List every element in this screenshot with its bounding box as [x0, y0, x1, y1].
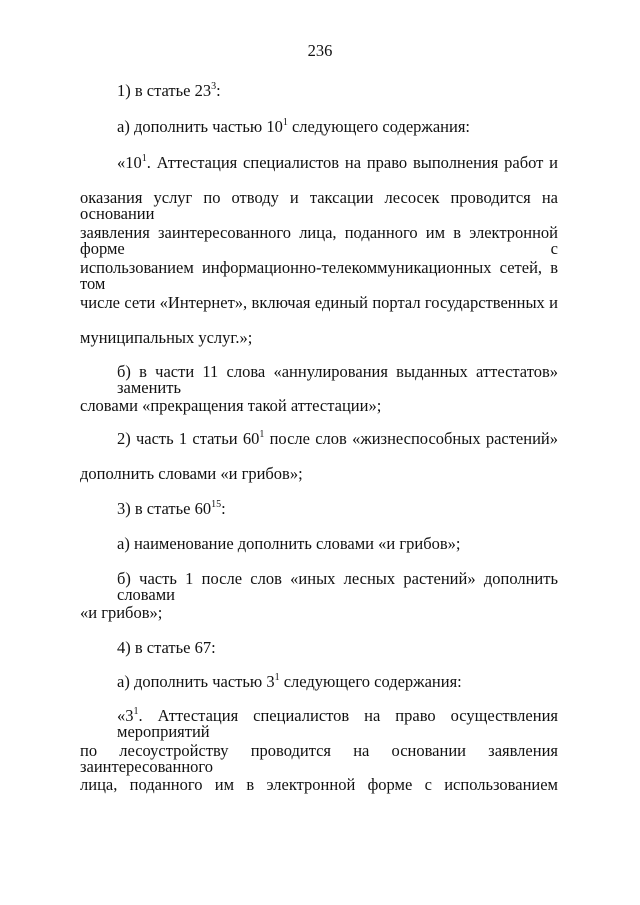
text-line: оказания услуг по отводу и таксации лесосек проводится на основании: [80, 188, 558, 223]
text-line: «$10^1$. Аттестация специалистов на право выполнения работ и: [117, 152, 558, 172]
text-line: 3) в статье $60^{15}$:: [117, 498, 226, 518]
text-line: муниципальных услуг.»;: [80, 328, 253, 347]
text-line: «$3^1$. Аттестация специалистов на право осуществления мероприятий: [117, 705, 558, 741]
text-line: 2) часть 1 статьи $60^1$ после слов «жизнеспособных растений»: [117, 428, 558, 448]
text-line: а) дополнить частью $3^1$ следующего содержания:: [117, 671, 462, 691]
text-line: б) часть 1 после слов «иных лесных растений» дополнить словами: [117, 569, 558, 604]
text-line: числе сети «Интернет», включая единый портал государственных и: [80, 293, 558, 312]
text-line: 1) в статье $23^3$:: [117, 80, 221, 100]
text-line: дополнить словами «и грибов»;: [80, 464, 303, 483]
text-line: а) дополнить частью $10^1$ следующего содержания:: [117, 116, 470, 136]
text-line: а) наименование дополнить словами «и грибов»;: [117, 534, 461, 553]
text-line: по лесоустройству проводится на основании заявления заинтересованного: [80, 741, 558, 776]
text-line: использованием информационно-телекоммуникационных сетей, в том: [80, 258, 558, 293]
text-line: заявления заинтересованного лица, поданного им в электронной форме с: [80, 223, 558, 258]
page-number: 236: [307, 41, 333, 60]
text-line: словами «прекращения такой аттестации»;: [80, 396, 382, 415]
text-line: лица, поданного им в электронной форме с использованием: [80, 775, 558, 794]
text-line: 4) в статье 67:: [117, 638, 216, 657]
text-line: «и грибов»;: [80, 603, 163, 622]
text-line: б) в части 11 слова «аннулирования выданных аттестатов» заменить: [117, 362, 558, 397]
